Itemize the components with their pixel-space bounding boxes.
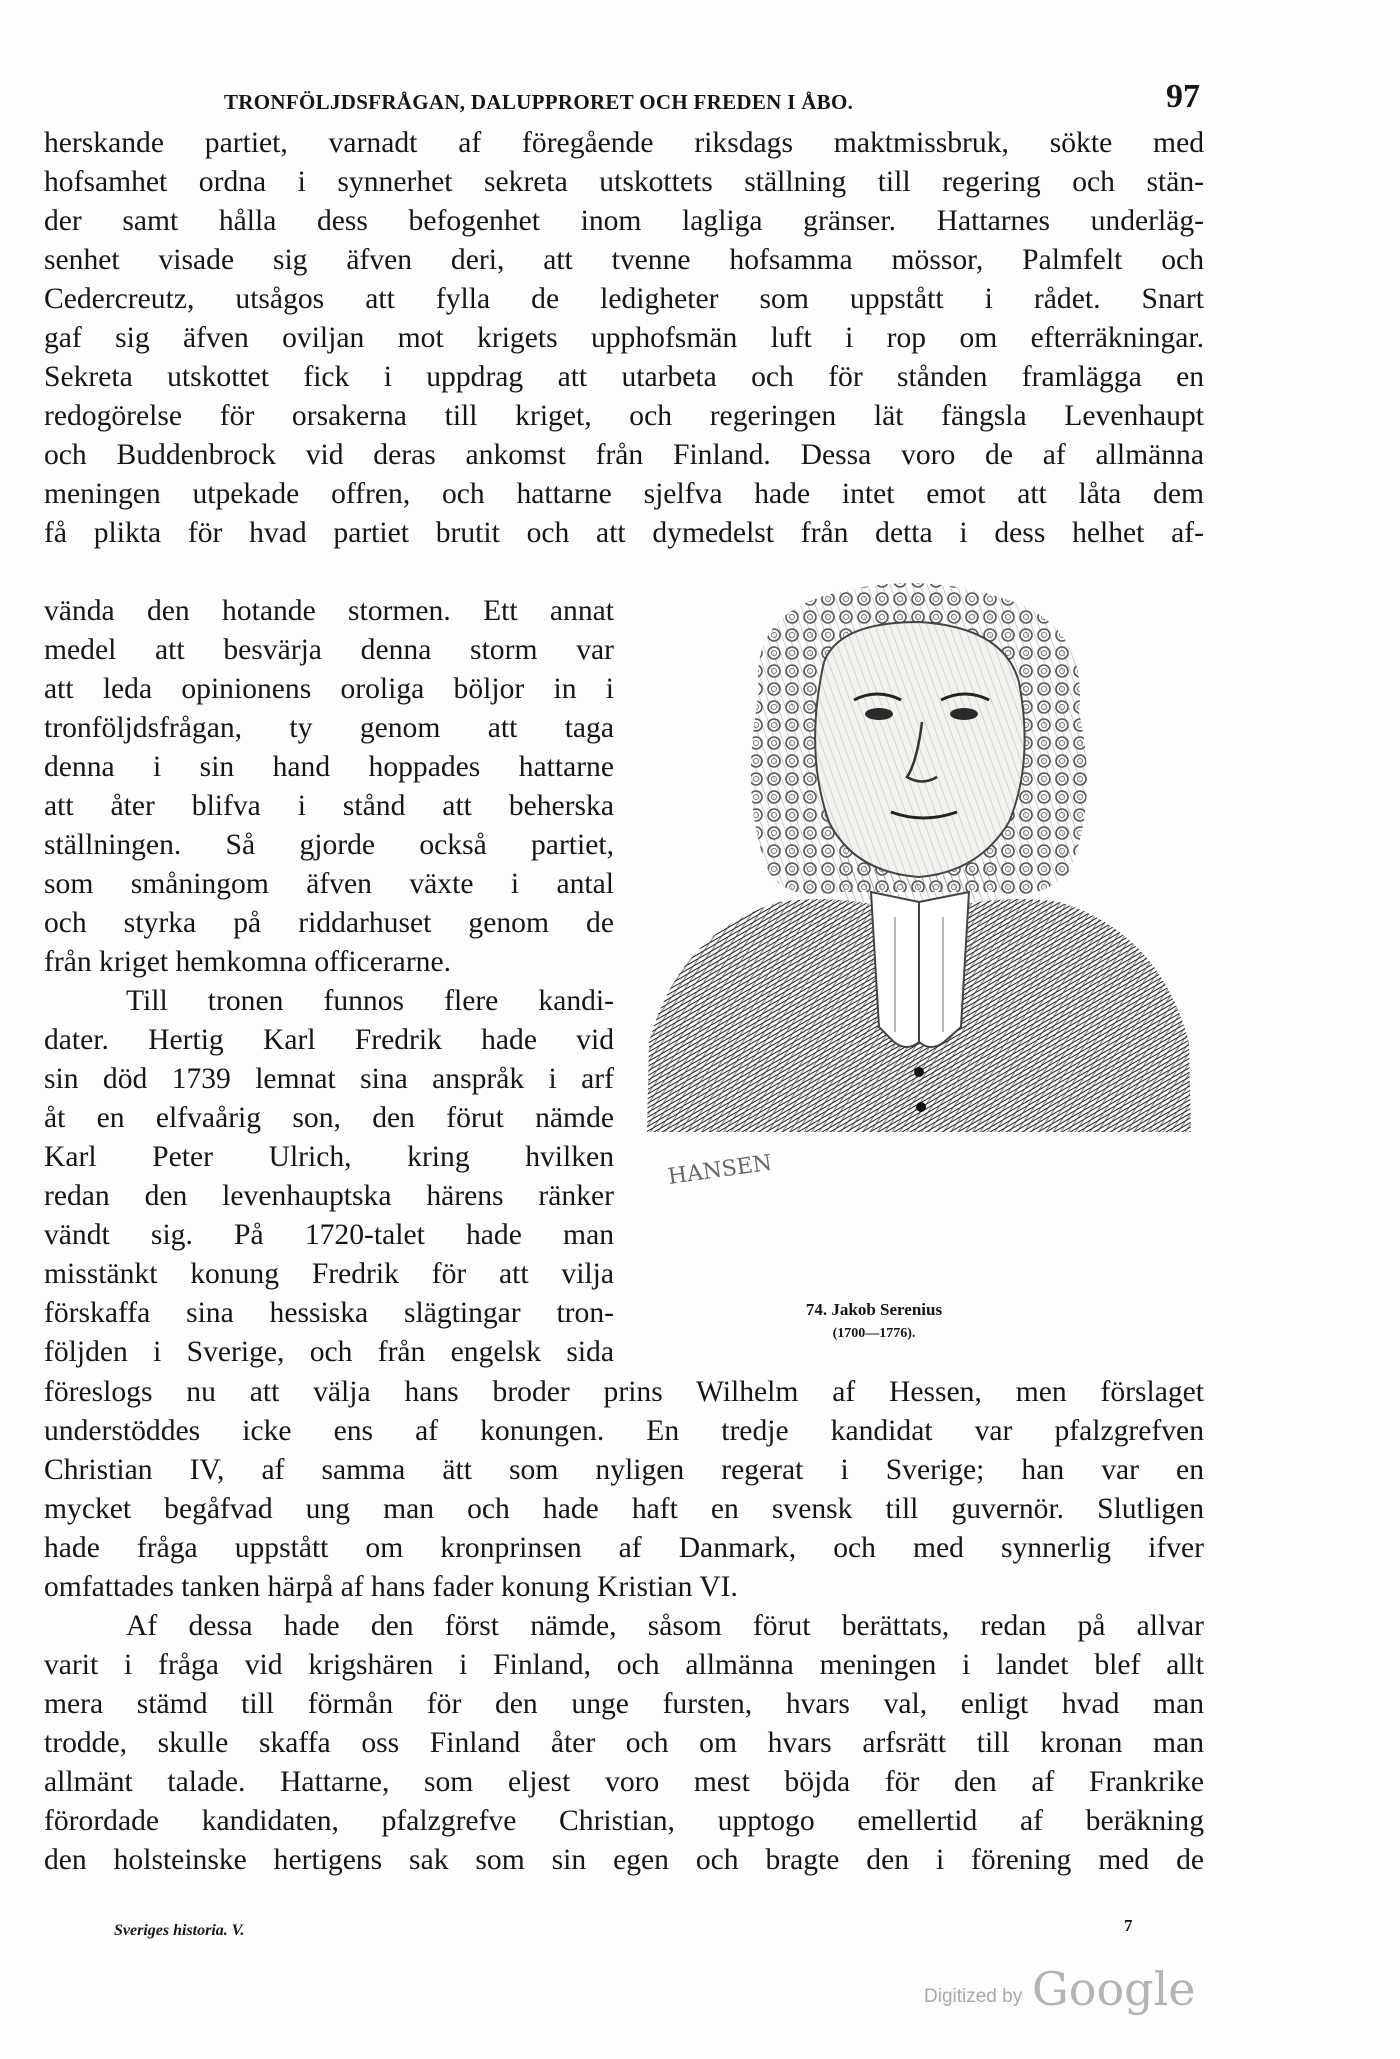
text-line: Till tronen funnos flere kandi- [126,985,614,1017]
caption-dates: (1700—1776). [832,1326,916,1341]
text-line: att leda opinionens oroliga böljor in i [44,673,614,705]
text-line: Cedercreutz, utsågos att fylla de ledigheter som uppstått i rådet. Snart [44,283,1204,315]
signature-mark: 7 [1124,1916,1133,1935]
text-line: misstänkt konung Fredrik för att vilja [44,1258,614,1290]
text-line: och Buddenbrock vid deras ankomst från Finland. Dessa voro de af allmänna [44,439,1204,471]
text-line: sin död 1739 lemnat sina anspråk i arf [44,1063,614,1095]
paragraph-top [44,124,1204,553]
text-line: förordade kandidaten, pfalzgrefve Christian, upptogo emellertid af beräkning [44,1805,1204,1837]
text-line: herskande partiet, varnadt af föregående riksdags maktmissbruk, sökte med [44,127,1204,159]
text-line: Sekreta utskottet fick i uppdrag att utarbeta och för stånden framlägga en [44,361,1204,393]
text-line: medel att besvärja denna storm var [44,634,614,666]
page-header [44,64,1204,120]
portrait-engraving-icon [639,572,1199,1202]
text-line: från kriget hemkomna officerarne. [44,946,452,978]
footer-signature: Sveriges historia. V. [114,1922,245,1939]
google-logo: Google [1032,1962,1196,2016]
paragraph-left-column [44,592,614,1372]
text-line: der samt hålla dess befogenhet inom lagliga gränser. Hattarnes underläg- [44,205,1204,237]
text-line: följden i Sverige, och från engelsk sida [44,1336,614,1368]
text-line: omfattades tanken härpå af hans fader konung Kristian VI. [44,1571,738,1603]
text-line: den holsteinske hertigens sak som sin egen och bragte den i förening med de [44,1844,1204,1876]
paragraph-bottom [44,1373,1204,1880]
text-line: mera stämd till förmån för den unge fursten, hvars val, enligt hvad man [44,1688,1204,1720]
text-line: redan den levenhauptska härens ränker [44,1180,614,1212]
text-line: vända den hotande stormen. Ett annat [44,595,614,627]
running-title: TRONFÖLJDSFRÅGAN, DALUPPRORET OCH FREDEN I ÅBO. [224,90,854,114]
text-line: trodde, skulle skaffa oss Finland åter och om hvars arfsrätt till kronan man [44,1727,1204,1759]
text-line: redogörelse för orsakerna till kriget, och regeringen lät fängsla Levenhaupt [44,400,1204,432]
text-line: förskaffa sina hessiska slägtingar tron- [44,1297,614,1329]
text-line: Karl Peter Ulrich, kring hvilken [44,1141,614,1173]
text-line: Af dessa hade den först nämde, såsom förut berättats, redan på allvar [126,1610,1204,1642]
page-number: 97 [1166,78,1200,115]
figure-caption [724,1300,1024,1352]
text-line: att åter blifva i stånd att beherska [44,790,614,822]
page-footer [114,1916,1133,1952]
text-line: föreslogs nu att välja hans broder prins Wilhelm af Hessen, men förslaget [44,1376,1204,1408]
text-line: vändt sig. På 1720-talet hade man [44,1219,614,1251]
text-line: få plikta för hvad partiet brutit och att dymedelst från detta i dess helhet af- [44,517,1204,549]
digitized-by-label: Digitized by [924,1986,1023,2007]
text-line: understöddes icke ens af konungen. En tredje kandidat var pfalzgrefven [44,1415,1204,1447]
digitized-watermark [924,1962,1204,2016]
text-line: varit i fråga vid krigshären i Finland, och allmänna meningen i landet blef allt [44,1649,1204,1681]
text-line: meningen utpekade offren, och hattarne sjelfva hade intet emot att låta dem [44,478,1204,510]
caption-title: 74. Jakob Serenius [805,1300,943,1319]
text-line: som småningom äfven växte i antal [44,868,614,900]
text-line: hofsamhet ordna i synnerhet sekreta utskottets ställning till regering och stän- [44,166,1204,198]
text-line: hade fråga uppstått om kronprinsen af Danmark, och med synnerlig ifver [44,1532,1204,1564]
text-line: ställningen. Så gjorde också partiet, [44,829,614,861]
text-line: tronföljdsfrågan, ty genom att taga [44,712,614,744]
text-line: åt en elfvaårig son, den förut nämde [44,1102,614,1134]
text-line: Christian IV, af samma ätt som nyligen regerat i Sverige; han var en [44,1454,1204,1486]
text-line: senhet visade sig äfven deri, att tvenne hofsamma mössor, Palmfelt och [44,244,1204,276]
book-page [44,52,1204,2042]
text-line: mycket begåfvad ung man och hade haft en svensk till guvernör. Slutligen [44,1493,1204,1525]
text-line: allmänt talade. Hattarne, som eljest voro mest böjda för den af Frankrike [44,1766,1204,1798]
engraver-signature: HANSEN [666,1150,774,1190]
text-line: dater. Hertig Karl Fredrik hade vid [44,1024,614,1056]
text-line: denna i sin hand hoppades hattarne [44,751,614,783]
text-line: gaf sig äfven oviljan mot krigets upphofsmän luft i rop om efterräkningar. [44,322,1204,354]
text-line: och styrka på riddarhuset genom de [44,907,614,939]
